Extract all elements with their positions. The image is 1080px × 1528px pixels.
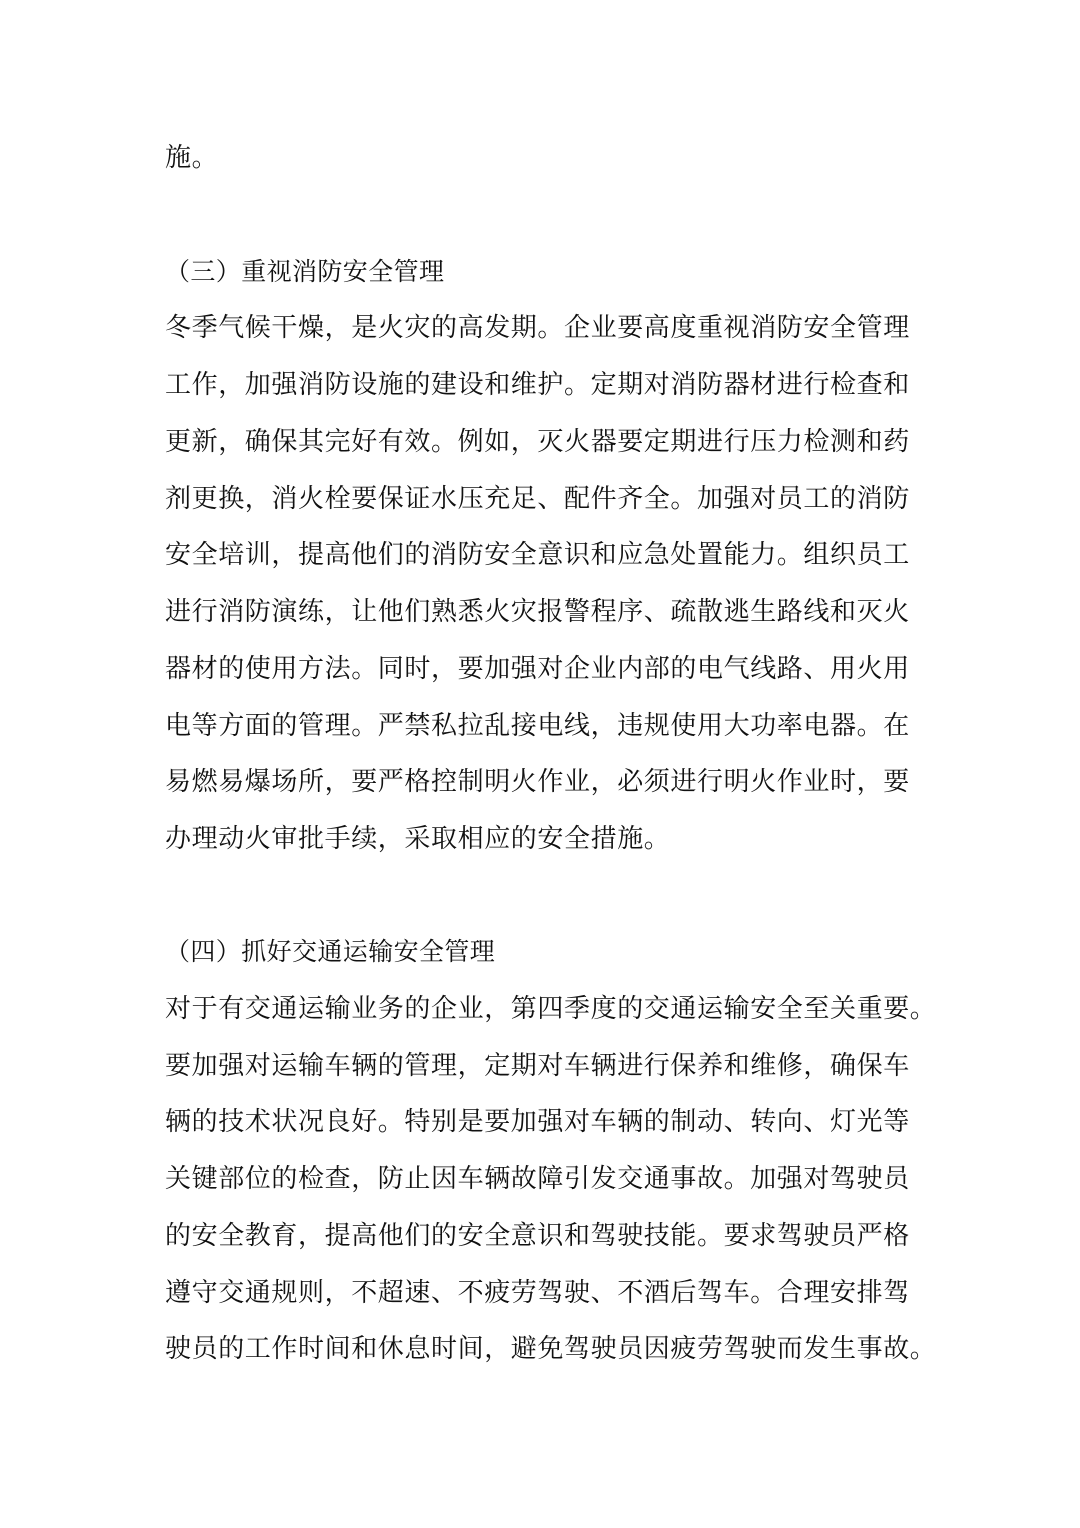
paragraph-line: 器材的使用方法。同时，要加强对企业内部的电气线路、用火用 xyxy=(165,654,910,684)
paragraph-line: 剂更换，消火栓要保证水压充足、配件齐全。加强对员工的消防 xyxy=(165,484,910,514)
paragraph-line: 辆的技术状况良好。特别是要加强对车辆的制动、转向、灯光等 xyxy=(165,1107,910,1137)
section-four-heading: （四）抓好交通运输安全管理 xyxy=(165,937,496,966)
paragraph-line: 进行消防演练，让他们熟悉火灾报警程序、疏散逃生路线和灭火 xyxy=(165,597,910,627)
paragraph-line: 对于有交通运输业务的企业，第四季度的交通运输安全至关重要。 xyxy=(165,994,937,1024)
paragraph-line: 安全培训，提高他们的消防安全意识和应急处置能力。组织员工 xyxy=(165,540,910,570)
paragraph-line: 办理动火审批手续，采取相应的安全措施。 xyxy=(165,824,671,854)
section-three-heading: （三）重视消防安全管理 xyxy=(165,257,445,286)
section-two-tail: 施。 xyxy=(165,143,219,173)
paragraph-line: 驶员的工作时间和休息时间，避免驾驶员因疲劳驾驶而发生事故。 xyxy=(165,1334,937,1364)
paragraph-line: 关键部位的检查，防止因车辆故障引发交通事故。加强对驾驶员 xyxy=(165,1164,910,1194)
paragraph-line: 冬季气候干燥，是火灾的高发期。企业要高度重视消防安全管理 xyxy=(165,313,910,343)
paragraph-line: 遵守交通规则，不超速、不疲劳驾驶、不酒后驾车。合理安排驾 xyxy=(165,1278,910,1308)
paragraph-line: 电等方面的管理。严禁私拉乱接电线，违规使用大功率电器。在 xyxy=(165,711,910,741)
paragraph-line: 更新，确保其完好有效。例如，灭火器要定期进行压力检测和药 xyxy=(165,427,910,457)
paragraph-line: 的安全教育，提高他们的安全意识和驾驶技能。要求驾驶员严格 xyxy=(165,1221,910,1251)
paragraph-line: 易燃易爆场所，要严格控制明火作业，必须进行明火作业时，要 xyxy=(165,767,910,797)
paragraph-line: 要加强对运输车辆的管理，定期对车辆进行保养和维修，确保车 xyxy=(165,1051,910,1081)
paragraph-line: 工作，加强消防设施的建设和维护。定期对消防器材进行检查和 xyxy=(165,370,910,400)
